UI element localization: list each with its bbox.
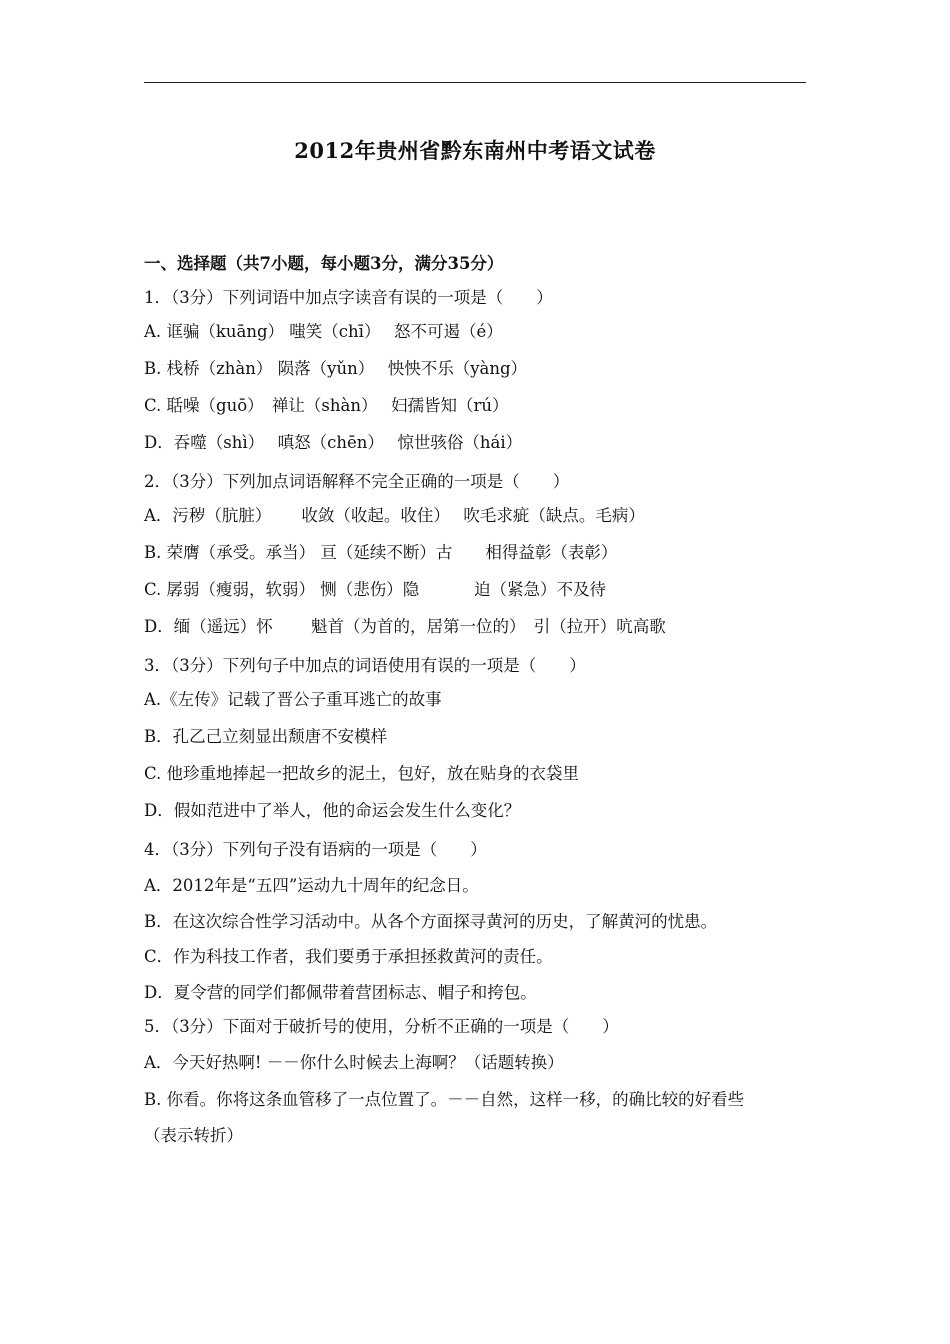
option-line: C．作为科技工作者，我们要勇于承担拯救黄河的责任。 xyxy=(144,947,553,966)
question-2: 2．（3分）下列加点词语解释不完全正确的一项是（ ） xyxy=(144,472,570,491)
option-line: C. 聒噪（guō） 禅让（shàn） 妇孺皆知（rú） xyxy=(144,396,509,415)
page-title: 2012年贵州省黔东南州中考语文试卷 xyxy=(294,138,656,163)
question-3: 3．（3分）下列句子中加点的词语使用有误的一项是（ ） xyxy=(144,656,586,675)
option-line: C. 他珍重地捧起一把故乡的泥土，包好，放在贴身的衣袋里 xyxy=(144,764,580,783)
option-line: D．夏令营的同学们都佩带着营团标志、帽子和挎包。 xyxy=(144,983,537,1002)
header-rule xyxy=(144,82,806,83)
option-line: B. 荣膺（承受。承当） 亘（延续不断）古 相得益彰（表彰） xyxy=(144,543,618,562)
option-line: A．污秽（肮脏） 收敛（收起。收住） 吹毛求疵（缺点。毛病） xyxy=(144,506,645,525)
option-line-continued: （表示转折） xyxy=(144,1126,243,1145)
option-line: C. 孱弱（瘦弱，软弱） 恻（悲伤）隐 迫（紧急）不及待 xyxy=(144,580,607,599)
option-line: B．孔乙己立刻显出颓唐不安模样 xyxy=(144,727,388,746)
option-line: B．在这次综合性学习活动中。从各个方面探寻黄河的历史，了解黄河的忧患。 xyxy=(144,912,718,931)
option-line: B. 你看。你将这条血管移了一点位置了。－－自然，这样一移，的确比较的好看些 xyxy=(144,1090,745,1109)
option-line: D．吞噬（shì） 嗔怒（chēn） 惊世骇俗（hái） xyxy=(144,433,523,452)
option-line: D．假如范进中了举人，他的命运会发生什么变化？ xyxy=(144,801,521,820)
section-heading: 一、选择题（共7小题，每小题3分，满分35分） xyxy=(144,254,504,273)
question-1: 1．（3分）下列词语中加点字读音有误的一项是（ ） xyxy=(144,288,553,307)
question-4: 4．（3分）下列句子没有语病的一项是（ ） xyxy=(144,840,487,859)
option-line: A．2012年是“五四”运动九十周年的纪念日。 xyxy=(144,876,479,895)
option-line: B. 栈桥（zhàn） 陨落（yǔn） 怏怏不乐（yàng） xyxy=(144,359,528,378)
option-line: A. 诓骗（kuāng） 嗤笑（chī） 怒不可遏（é） xyxy=(144,322,503,341)
option-line: A．今天好热啊! －－你什么时候去上海啊？（话题转换） xyxy=(144,1053,564,1072)
option-line: A.《左传》记载了晋公子重耳逃亡的故事 xyxy=(144,690,442,709)
question-5: 5．（3分）下面对于破折号的使用，分析不正确的一项是（ ） xyxy=(144,1017,619,1036)
option-line: D．缅（遥远）怀 魁首（为首的，居第一位的） 引（拉开）吭高歌 xyxy=(144,617,666,636)
